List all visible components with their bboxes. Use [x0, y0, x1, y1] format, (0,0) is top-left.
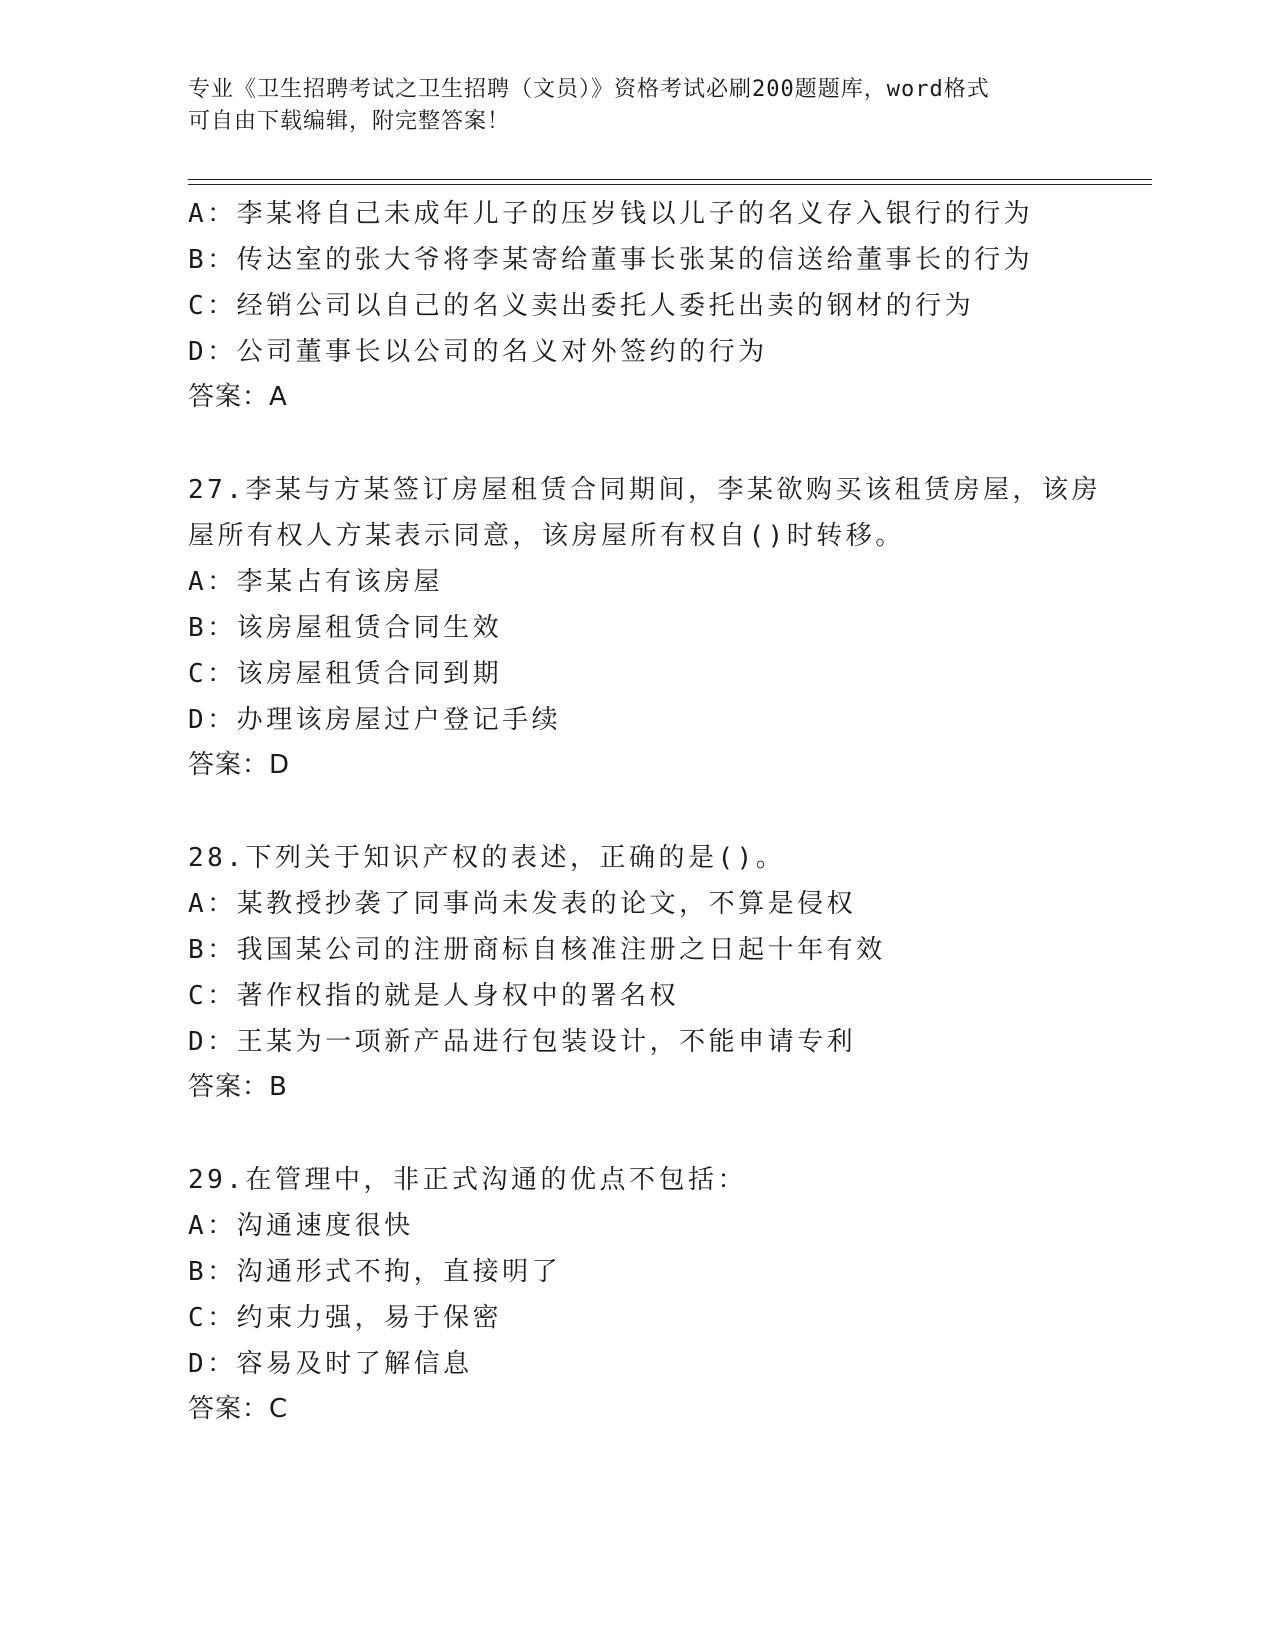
- header-divider-top: [188, 179, 1152, 180]
- document-header: [188, 74, 1068, 138]
- header-line-1: 专业《卫生招聘考试之卫生招聘（文员）》资格考试必刷200题题库，word格式: [188, 77, 990, 102]
- answer: 答案：D: [188, 750, 291, 780]
- option-d: D：容易及时了解信息: [188, 1349, 473, 1379]
- answer: 答案：B: [188, 1072, 288, 1102]
- question-26: [188, 191, 1088, 419]
- answer: 答案：C: [188, 1394, 289, 1424]
- option-b: B：沟通形式不拘，直接明了: [188, 1257, 562, 1287]
- option-d: D：王某为一项新产品进行包装设计，不能申请专利: [188, 1027, 857, 1057]
- option-c: C：该房屋租赁合同到期: [188, 659, 503, 689]
- header-divider-bottom: [188, 184, 1152, 185]
- option-b: B：传达室的张大爷将李某寄给董事长张某的信送给董事长的行为: [188, 245, 1034, 275]
- option-c: C：著作权指的就是人身权中的署名权: [188, 981, 680, 1011]
- question-stem-line-1: 27.李某与方某签订房屋租赁合同期间，李某欲购买该租赁房屋，该房: [188, 475, 1101, 505]
- question-stem-line-2: 屋所有权人方某表示同意，该房屋所有权自()时转移。: [188, 521, 905, 551]
- option-d: D：公司董事长以公司的名义对外签约的行为: [188, 337, 768, 367]
- question-27: [188, 467, 1101, 787]
- option-a: A：李某占有该房屋: [188, 567, 444, 597]
- question-stem: 28.下列关于知识产权的表述，正确的是()。: [188, 843, 786, 873]
- option-b: B：我国某公司的注册商标自核准注册之日起十年有效: [188, 935, 886, 965]
- option-a: A：李某将自己未成年儿子的压岁钱以儿子的名义存入银行的行为: [188, 199, 1034, 229]
- option-b: B：该房屋租赁合同生效: [188, 613, 503, 643]
- option-c: C：经销公司以自己的名义卖出委托人委托出卖的钢材的行为: [188, 291, 975, 321]
- option-a: A：沟通速度很快: [188, 1211, 414, 1241]
- question-29: [188, 1157, 1088, 1431]
- option-c: C：约束力强，易于保密: [188, 1303, 503, 1333]
- question-stem: 29.在管理中，非正式沟通的优点不包括：: [188, 1165, 747, 1195]
- option-a: A：某教授抄袭了同事尚未发表的论文，不算是侵权: [188, 889, 857, 919]
- option-d: D：办理该房屋过户登记手续: [188, 705, 562, 735]
- question-28: [188, 835, 1088, 1109]
- question-list: [188, 191, 1101, 1431]
- header-line-2: 可自由下载编辑，附完整答案！: [188, 109, 511, 134]
- answer: 答案：A: [188, 382, 288, 412]
